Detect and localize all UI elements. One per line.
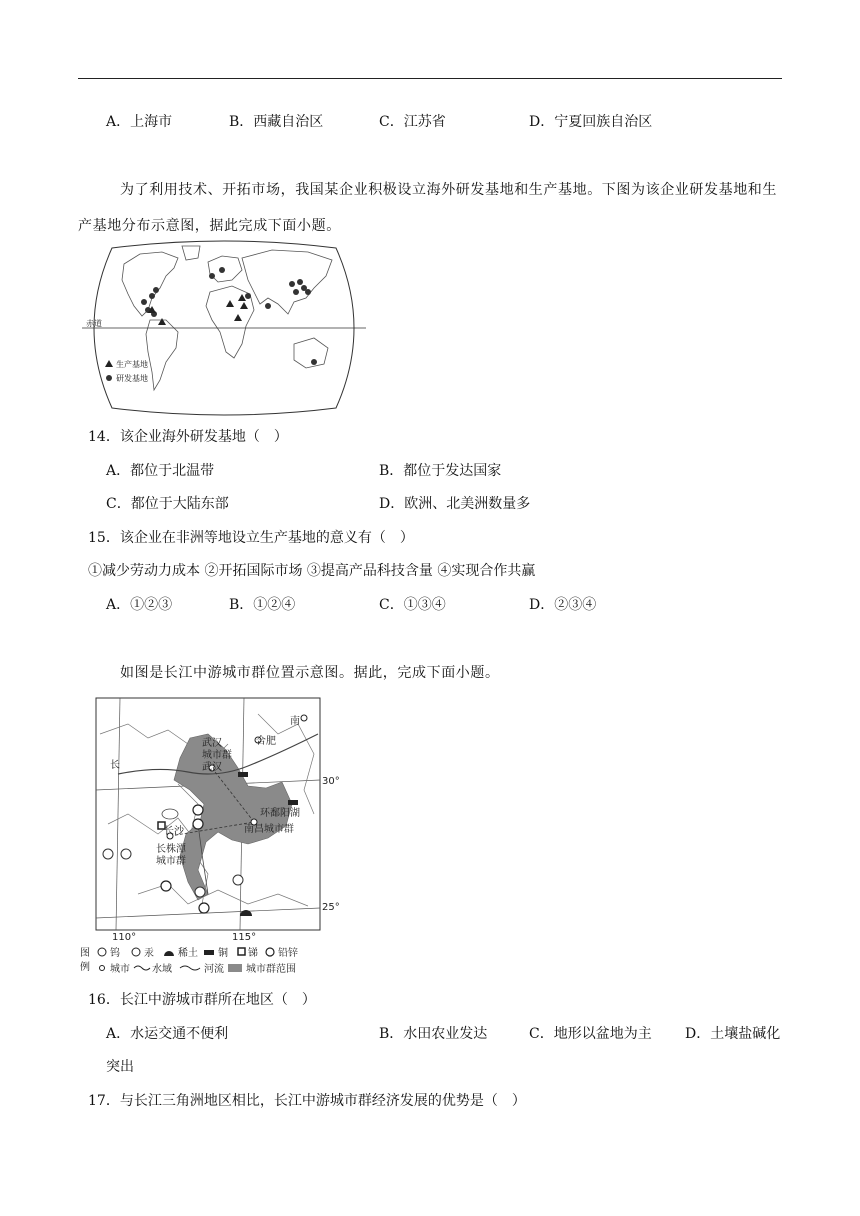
svg-text:城市群范围: 城市群范围 — [246, 964, 296, 975]
svg-text:武汉: 武汉 — [202, 738, 222, 749]
q15-option-a: A．①②③ — [106, 597, 173, 613]
svg-text:115°: 115° — [232, 932, 257, 943]
q16-option-d: D．土壤盐碱化 — [685, 1026, 781, 1042]
q16-stem: 16．长江中游城市群所在地区（ ） — [88, 992, 316, 1008]
q15-option-b: B．①②④ — [229, 597, 296, 613]
svg-text:城市: 城市 — [110, 964, 130, 975]
world-map-figure — [82, 240, 366, 416]
q14-stem: 14．该企业海外研发基地（ ） — [88, 429, 288, 445]
intro-paragraph-2: 如图是长江中游城市群位置示意图。据此，完成下面小题。 — [120, 665, 500, 681]
svg-text:水域: 水域 — [152, 964, 172, 975]
svg-text:长: 长 — [110, 760, 120, 771]
q13-option-a: A．上海市 — [106, 114, 173, 130]
svg-text:南: 南 — [290, 716, 300, 727]
q13-option-d: D．宁夏回族自治区 — [529, 114, 653, 130]
svg-text:长沙: 长沙 — [164, 826, 184, 837]
svg-text:锑: 锑 — [248, 948, 258, 959]
svg-text:铜: 铜 — [218, 948, 228, 959]
legend-research-label: 研发基地 — [116, 374, 148, 383]
svg-text:铅锌: 铅锌 — [278, 948, 298, 959]
svg-text:例: 例 — [80, 962, 90, 973]
research-base-markers — [141, 267, 317, 365]
legend-production-label: 生产基地 — [116, 360, 148, 369]
svg-text:环鄱阳湖: 环鄱阳湖 — [260, 808, 300, 819]
q16-option-c: C．地形以盆地为主 — [529, 1026, 652, 1042]
q13-option-b: B．西藏自治区 — [229, 114, 324, 130]
svg-text:城市群: 城市群 — [202, 750, 232, 761]
intro-paragraph-1: 为了利用技术、开拓市场，我国某企业积极设立海外研发基地和生产基地。下图为该企业研发基地和生产基地分布示意图，据此完成下面小题。 — [78, 182, 777, 234]
equator-label: 赤道 — [86, 319, 102, 328]
q15-items: ①减少劳动力成本 ②开拓国际市场 ③提高产品科技含量 ④实现合作共赢 — [88, 563, 536, 579]
header-rule — [78, 78, 782, 79]
q14-option-a: A．都位于北温带 — [106, 463, 215, 479]
svg-text:南昌城市群: 南昌城市群 — [244, 824, 294, 835]
svg-text:武汉: 武汉 — [202, 762, 222, 773]
yangtze-region-map-figure — [78, 694, 354, 982]
svg-text:25°: 25° — [322, 902, 340, 913]
q15-option-d: D．②③④ — [529, 597, 597, 613]
svg-text:长株潭: 长株潭 — [156, 844, 186, 855]
q14-option-b: B．都位于发达国家 — [379, 463, 502, 479]
svg-text:30°: 30° — [322, 776, 340, 787]
q15-option-c: C．①③④ — [379, 597, 446, 613]
svg-text:河流: 河流 — [204, 964, 224, 975]
production-base-markers — [148, 294, 248, 325]
q16-option-b: B．水田农业发达 — [379, 1026, 488, 1042]
svg-text:汞: 汞 — [144, 948, 154, 959]
q14-option-c: C．都位于大陆东部 — [106, 496, 229, 512]
svg-text:城市群: 城市群 — [156, 856, 186, 867]
q15-stem: 15．该企业在非洲等地设立生产基地的意义有（ ） — [88, 530, 414, 546]
svg-text:钨: 钨 — [110, 948, 120, 959]
svg-text:合肥: 合肥 — [256, 736, 276, 747]
q13-option-c: C．江苏省 — [379, 114, 446, 130]
svg-text:110°: 110° — [112, 932, 137, 943]
q16-option-a: A．水运交通不便利 — [106, 1026, 229, 1042]
q17-stem: 17．与长江三角洲地区相比，长江中游城市群经济发展的优势是（ ） — [88, 1093, 526, 1109]
map-legend — [80, 946, 298, 975]
q14-option-d: D．欧洲、北美洲数量多 — [379, 496, 531, 512]
svg-text:稀土: 稀土 — [178, 948, 198, 959]
svg-text:图: 图 — [80, 948, 90, 959]
q16-option-d-continued: 突出 — [106, 1059, 134, 1075]
